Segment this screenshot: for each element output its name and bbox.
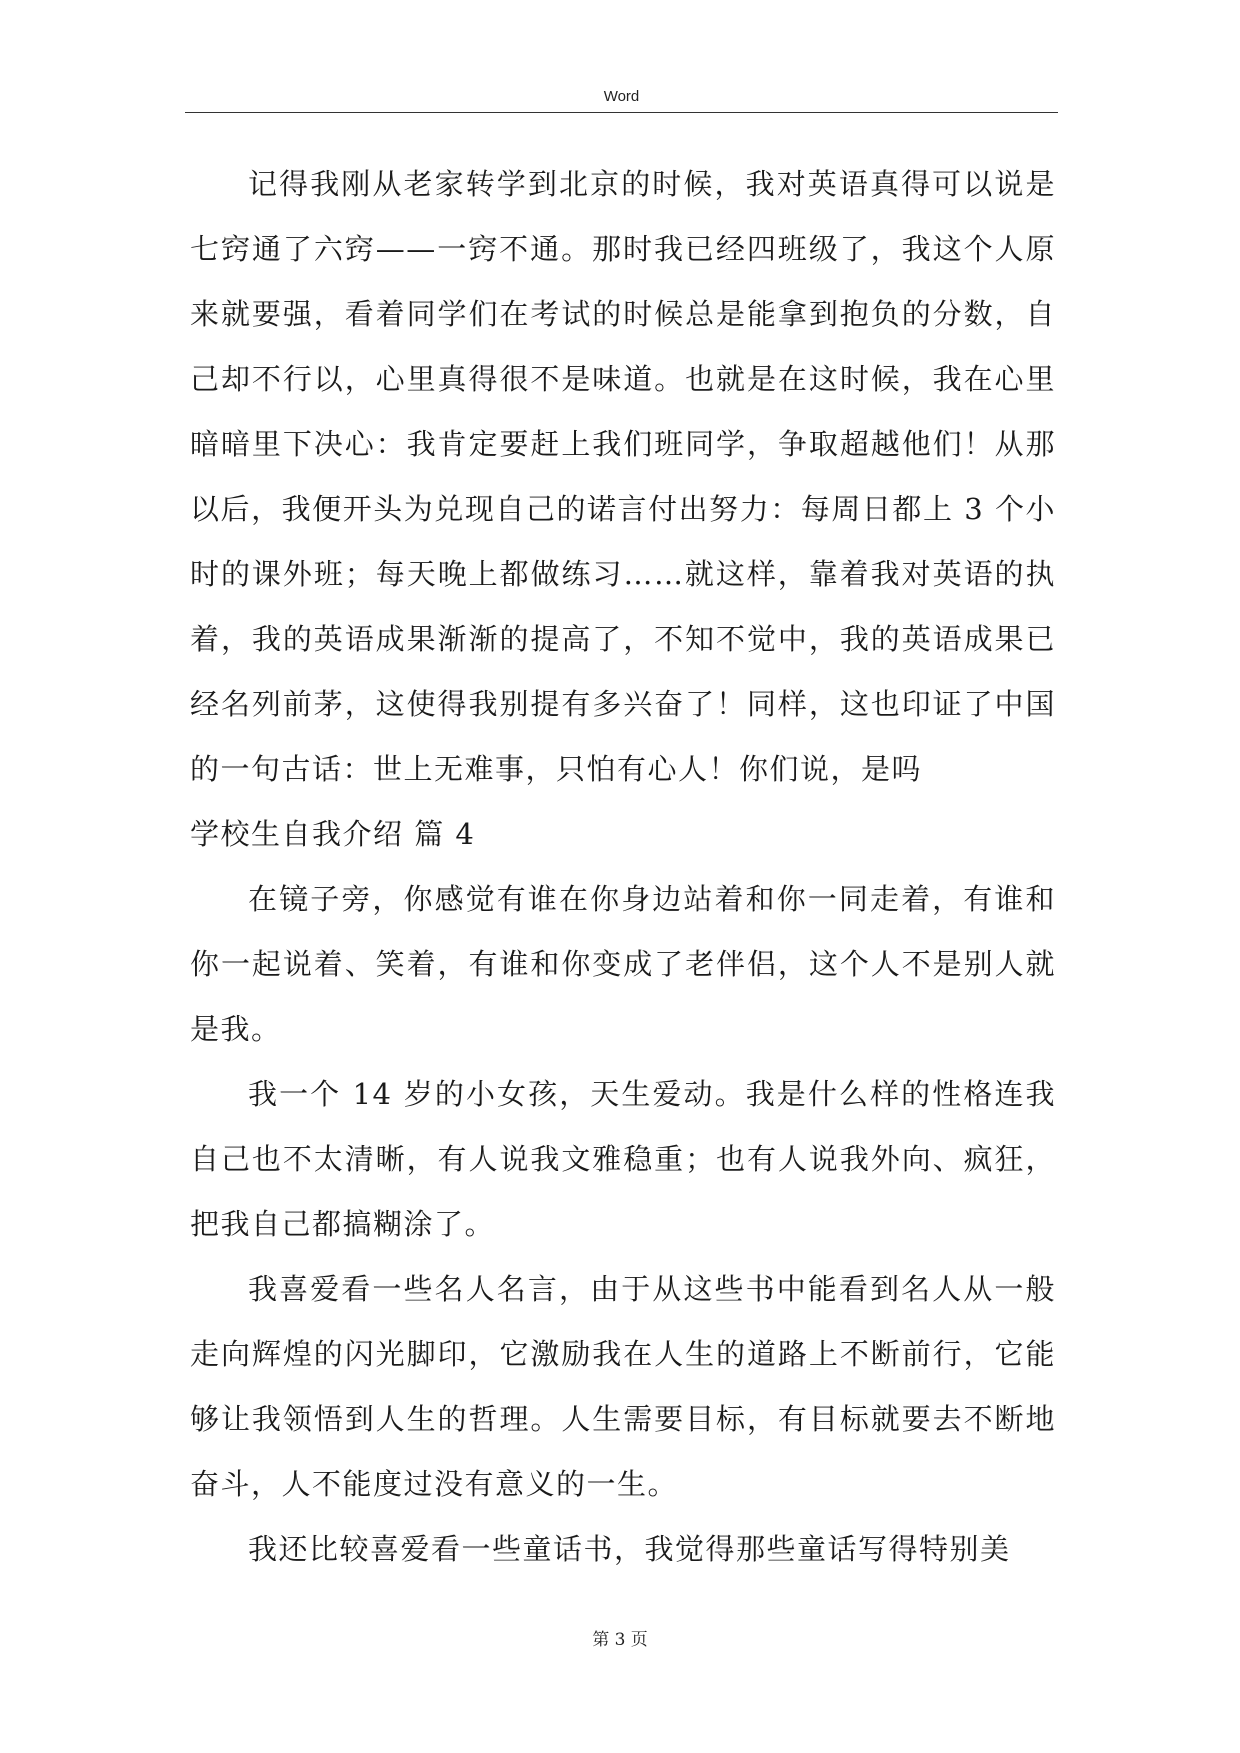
header-divider — [185, 112, 1058, 113]
paragraph: 我还比较喜爱看一些童话书，我觉得那些童话写得特别美 — [248, 1532, 1011, 1566]
paragraph: 记得我刚从老家转学到北京的时候，我对英语真得可以说是七窍通了六窍——一窍不通。那时我已经四班级了，我这个人原来就要强，看着同学们在考试的时候总是能拿到抱负的分数，自己却不行以，心里真得很不是味道。也就是在这时候，我在心里暗暗里下决心：我肯定要赶上我们班同学，争取超越他们！从那以后，我便开头为兑现自己的诺言付出努力：每周日都上 3 个小时的课外班；每天晚上都做练习……就这样，靠着我对英语的执着，我的英语成果渐渐的提高了，不知不觉中，我的英语成果已经名列前茅，这使得我别提有多兴奋了！同样，这也印证了中国的一句古话：世上无难事，只怕有心人！你们说，是吗 — [190, 167, 1056, 786]
paragraph: 我喜爱看一些名人名言，由于从这些书中能看到名人从一般走向辉煌的闪光脚印，它激励我在人生的道路上不断前行，它能够让我领悟到人生的哲理。人生需要目标，有目标就要去不断地奋斗，人不能度过没有意义的一生。 — [190, 1272, 1056, 1501]
page-header: Word — [603, 88, 640, 105]
document-body — [190, 152, 1056, 1582]
paragraph: 我一个 14 岁的小女孩，天生爱动。我是什么样的性格连我自己也不太清晰，有人说我文雅稳重；也有人说我外向、疯狂，把我自己都搞糊涂了。 — [190, 1077, 1056, 1241]
section-heading: 学校生自我介绍 篇 4 — [190, 817, 476, 851]
paragraph: 在镜子旁，你感觉有谁在你身边站着和你一同走着，有谁和你一起说着、笑着，有谁和你变成了老伴侣，这个人不是别人就是我。 — [190, 882, 1056, 1046]
page-number: 第 3 页 — [592, 1630, 648, 1650]
